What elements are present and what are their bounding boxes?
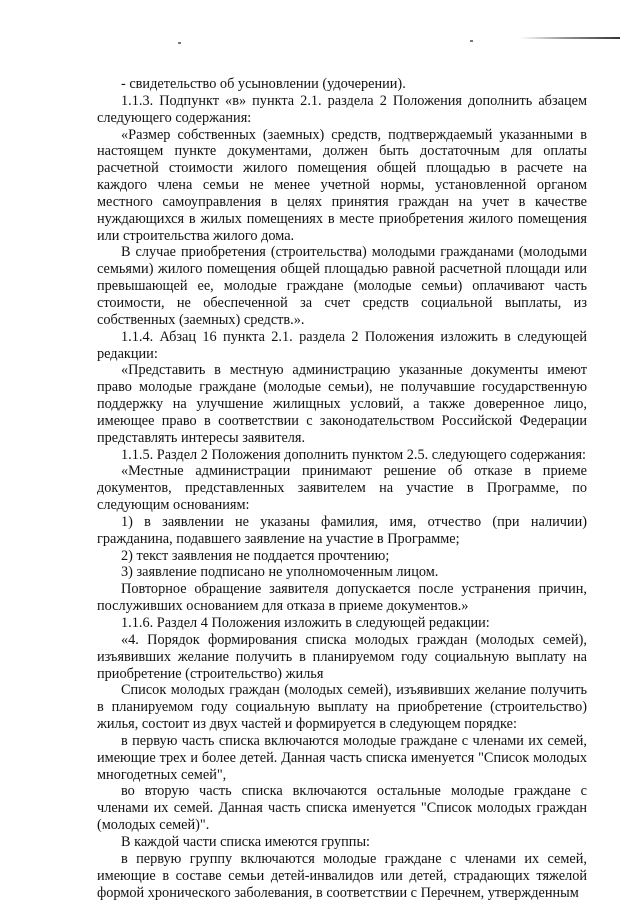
paragraph: в первую группу включаются молодые граждане с членами их семей, имеющие в составе семьи детей-инвалидов или детей, страдающих тяжелой формой хронического заболевания, в соответствии с Перечнем, утвержденным (97, 850, 587, 901)
paragraph: 1) в заявлении не указаны фамилия, имя, отчество (при наличии) гражданина, подавшего заявление на участие в Программе; (97, 513, 587, 547)
paragraph: во вторую часть списка включаются остальные молодые граждане с членами их семей. Данная часть списка именуется "Список молодых граждан (молодых семей)". (97, 783, 587, 834)
paragraph: «4. Порядок формирования списка молодых граждан (молодых семей), изъявивших желание получить в планируемом году социальную выплату на приобретение (строительство) жилья (97, 631, 587, 682)
paragraph: - свидетельство об усыновлении (удочерении). (121, 76, 406, 92)
paragraph: Повторное обращение заявителя допускается после устранения причин, послуживших основанием для отказа в приеме документов.» (97, 581, 587, 615)
paragraph: В случае приобретения (строительства) молодыми гражданами (молодыми семьями) жилого помещения общей площадью равной расчетной площади или превышающей ее, молодые граждане (молодые семьи) оплачивают часть стоимости, не обеспеченной за счет средств социальной выплаты, из собственных (заемных) средств.». (97, 244, 587, 328)
paragraph: В каждой части списка имеются группы: (121, 833, 371, 850)
paragraph: «Представить в местную администрацию указанные документы имеют право молодые граждане (молодые семьи), не получавшие государственную поддержку на улучшение жилищных условий, а также доверенное лицо, имеющее право в соответствии с законодательством Российской Федерации представлять интересы заявителя. (97, 362, 587, 446)
paragraph: Список молодых граждан (молодых семей), изъявивших желание получить в планируемом году социальную выплату на приобретение (строительство) жилья, состоит из двух частей и формируется в следующем порядке: (97, 682, 587, 733)
scan-artifact-line (520, 37, 620, 39)
paragraph: 3) заявление подписано не уполномоченным лицом. (121, 564, 439, 581)
paragraph: 1.1.3. Подпункт «в» пункта 2.1. раздела 2 Положения дополнить абзацем следующего содержания: (97, 92, 587, 126)
paragraph: «Местные администрации принимают решение об отказе в приеме документов, представленных заявителем на участие в Программе, по следующим основаниям: (97, 463, 587, 514)
document-page (97, 76, 587, 901)
paragraph: 1.1.4. Абзац 16 пункта 2.1. раздела 2 Положения изложить в следующей редакции: (97, 328, 587, 362)
paragraph: в первую часть списка включаются молодые граждане с членами их семей, имеющие трех и более детей. Данная часть списка именуется "Список молодых многодетных семей", (97, 732, 587, 783)
scan-artifact-dot (470, 40, 473, 42)
paragraph: 2) текст заявления не поддается прочтению; (121, 547, 390, 564)
paragraph: 1.1.5. Раздел 2 Положения дополнить пунктом 2.5. следующего содержания: (121, 446, 587, 463)
scan-artifact-dot (178, 42, 181, 44)
paragraph: «Размер собственных (заемных) средств, подтверждаемый указанными в настоящем пункте документами, должен быть достаточным для оплаты расчетной стоимости жилого помещения общей площадью в расчете на каждого члена семьи не менее учетной нормы, установленной органом местного самоуправления в целях принятия граждан на учет в качестве нуждающихся в жилых помещениях в месте приобретения жилого помещения или строительства жилого дома. (97, 126, 587, 244)
paragraph: 1.1.6. Раздел 4 Положения изложить в следующей редакции: (121, 615, 490, 631)
